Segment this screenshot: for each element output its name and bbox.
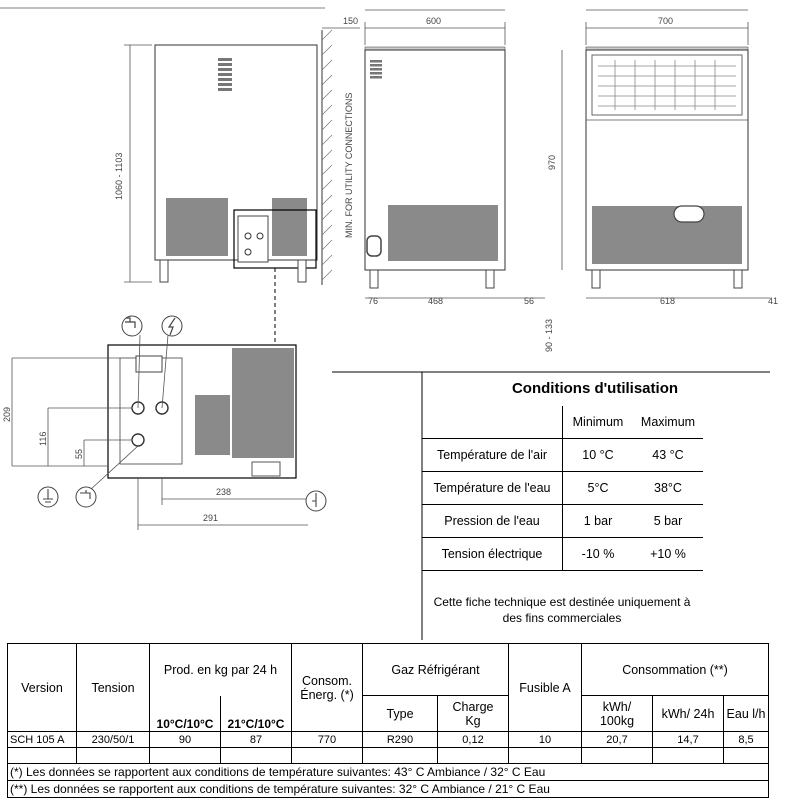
spec-gaz-type: R290 — [363, 732, 438, 748]
dim-209: 209 — [2, 406, 12, 422]
water-tap-icon — [122, 316, 142, 336]
spec-note-row — [8, 781, 769, 798]
spec-h-kwh24: kWh/ 24h — [653, 696, 724, 732]
dim-76: 76 — [368, 296, 379, 306]
conditions-max: 38°C — [633, 472, 703, 505]
spec-spacer-row — [8, 748, 769, 764]
dim-970: 970 — [547, 154, 557, 170]
spec-version: SCH 105 A — [8, 732, 77, 748]
conditions-max: 43 °C — [633, 439, 703, 472]
min-utility-label: MIN. FOR UTILITY CONNECTIONS — [344, 92, 354, 238]
spec-h-gaz: Gaz Réfrigérant — [363, 644, 509, 696]
dim-238: 238 — [216, 487, 232, 497]
spec-kwh100: 20,7 — [582, 732, 653, 748]
conditions-header-empty — [422, 406, 563, 439]
conditions-col-max: Maximum — [633, 406, 703, 439]
spec-gaz-charge: 0,12 — [438, 732, 509, 748]
spec-note-row — [8, 764, 769, 781]
dim-feet-range: 90 - 133 — [544, 318, 554, 352]
dim-618: 618 — [660, 296, 676, 306]
spec-h-version: Version — [8, 644, 77, 732]
spec-fusible: 10 — [509, 732, 582, 748]
spec-h-kwh100-line2: 100kg — [599, 713, 635, 728]
spec-h-kwh100 — [582, 696, 653, 732]
spec-h-consom-line1: Consom. — [301, 673, 353, 688]
spec-h-consom-line2: Énerg. (*) — [300, 687, 354, 702]
spec-h-kwh100-line1: kWh/ — [602, 699, 632, 714]
conditions-note — [422, 594, 702, 626]
conditions-label: Pression de l'eau — [422, 505, 563, 538]
conditions-min: 5°C — [563, 472, 634, 505]
spec-h-gaz-charge-line1: Charge — [452, 699, 494, 714]
electric-icon — [162, 316, 182, 336]
conditions-min: 1 bar — [563, 505, 634, 538]
conditions-note-line1: Cette fiche technique est destinée uniquement à — [433, 595, 691, 609]
conditions-row — [422, 439, 703, 472]
spec-data-row — [8, 732, 769, 748]
dim-291: 291 — [203, 513, 219, 523]
conditions-max: 5 bar — [633, 505, 703, 538]
spec-h-gaz-type: Type — [363, 696, 438, 732]
dim-468: 468 — [428, 296, 444, 306]
spec-h-tension: Tension — [77, 644, 150, 732]
conditions-table — [422, 406, 703, 571]
conditions-label: Température de l'air — [422, 439, 563, 472]
ground-icon — [38, 487, 58, 507]
spec-tension: 230/50/1 — [77, 732, 150, 748]
conditions-max: +10 % — [633, 538, 703, 571]
conditions-note-line2: des fins commerciales — [502, 611, 622, 625]
spec-h-gaz-charge — [438, 696, 509, 732]
conditions-label: Tension électrique — [422, 538, 563, 571]
conditions-label: Température de l'eau — [422, 472, 563, 505]
spec-h-fusible: Fusible A — [509, 644, 582, 732]
conditions-row — [422, 505, 703, 538]
outlet-icon — [306, 491, 326, 511]
front-view — [365, 16, 554, 352]
spec-h-prod-b: 21°C/10°C — [221, 696, 292, 732]
spec-note-2: (**) Les données se rapportent aux conditions de température suivantes: 32° C Ambiance / 21° C Eau — [8, 781, 769, 798]
conditions-row — [422, 472, 703, 505]
rear-view — [547, 16, 778, 306]
conditions-min: 10 °C — [563, 439, 634, 472]
dim-600: 600 — [426, 16, 442, 26]
spec-h-prod-a: 10°C/10°C — [150, 696, 221, 732]
spec-kwh24: 14,7 — [653, 732, 724, 748]
spec-consom: 770 — [292, 732, 363, 748]
drain-icon — [76, 487, 96, 507]
conditions-header-row — [422, 406, 703, 439]
front-grille — [388, 205, 498, 261]
spec-h-gaz-charge-line2: Kg — [465, 713, 481, 728]
dim-116: 116 — [38, 431, 48, 446]
rear-grille — [592, 206, 742, 264]
dim-150: 150 — [343, 16, 359, 26]
dim-700: 700 — [658, 16, 674, 26]
spec-h-eau: Eau l/h — [724, 696, 769, 732]
conditions-title: Conditions d'utilisation — [511, 380, 679, 397]
conditions-row — [422, 538, 703, 571]
conditions-col-min: Minimum — [563, 406, 634, 439]
spec-h-consom — [292, 644, 363, 732]
spec-h-prod: Prod. en kg par 24 h — [150, 644, 292, 696]
spec-h-consommation: Consommation (**) — [582, 644, 769, 696]
spec-header-row-1 — [8, 644, 769, 696]
spec-prod-b: 87 — [221, 732, 292, 748]
side-view — [114, 16, 360, 285]
spec-prod-a: 90 — [150, 732, 221, 748]
spec-eau: 8,5 — [724, 732, 769, 748]
dim-55: 55 — [74, 448, 84, 459]
spec-table — [7, 643, 769, 798]
dim-56: 56 — [524, 296, 535, 306]
front-handle — [367, 236, 381, 256]
spec-note-1: (*) Les données se rapportent aux conditions de température suivantes: 43° C Ambiance / 32° C Eau — [8, 764, 769, 781]
dim-height-range: 1060 - 1103 — [114, 152, 124, 200]
dim-41: 41 — [768, 296, 779, 306]
conditions-min: -10 % — [563, 538, 634, 571]
